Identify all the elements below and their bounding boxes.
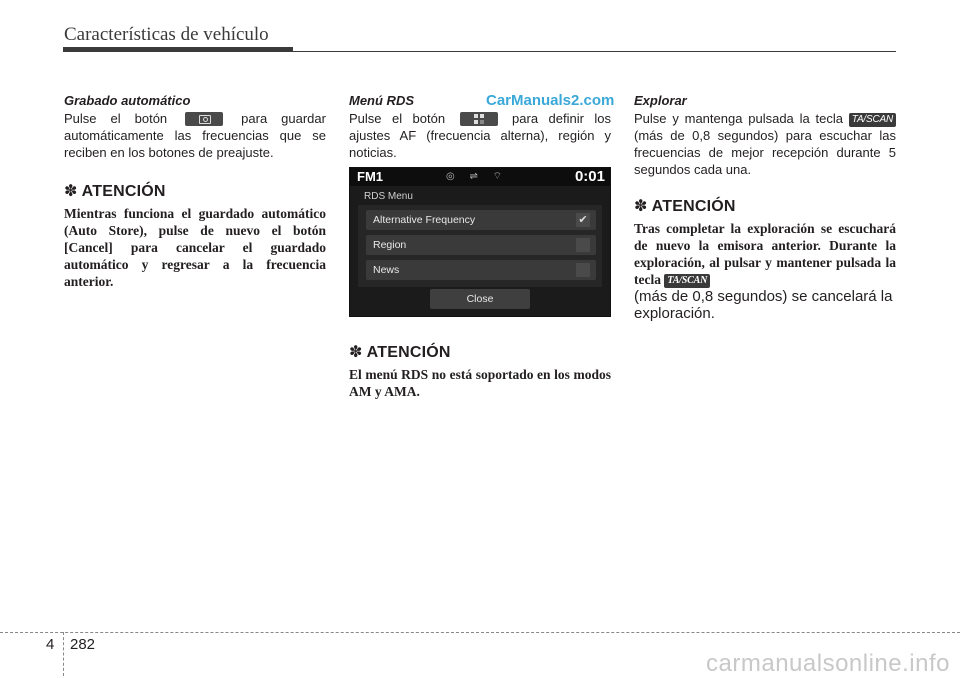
menu-item-news[interactable]: [366, 260, 596, 280]
clock: 0:01: [574, 168, 605, 185]
footer-vertical-divider: [63, 632, 64, 676]
ta-scan-key: TA/SCAN: [849, 113, 896, 127]
camera-icon: [199, 115, 211, 124]
camera-button-icon: [185, 112, 223, 126]
body-text: para definir los ajustes AF (frecuencia alterna), región y noticias.: [349, 111, 611, 160]
attention-tail: (más de 0,8 segundos) se cancelará la exploración.: [634, 288, 893, 322]
column-rds-attention: [349, 342, 611, 400]
section-number: 4: [46, 636, 55, 653]
checkbox[interactable]: [576, 238, 590, 252]
menu-item-alternative-frequency[interactable]: [366, 210, 596, 230]
menu-item-label: Region: [373, 239, 407, 251]
band-label: FM1: [357, 169, 383, 184]
attention-title: ✽ ATENCIÓN: [349, 344, 451, 361]
attention-body: Mientras funciona el guardado automático (Auto Store), pulse de nuevo el botón [Cancel] para cancelar el guardado automático y regresar a la frecuencia anterior.: [64, 206, 326, 289]
page-header-title: Características de vehículo: [64, 24, 269, 45]
attention-body: El menú RDS no está soportado en los modos AM y AMA.: [349, 367, 611, 399]
footer-divider: [0, 632, 960, 633]
section-body: [634, 110, 896, 178]
section-heading: Grabado automático: [64, 93, 191, 108]
section-body: [64, 110, 326, 161]
site-watermark: carmanualsonline.info: [706, 650, 950, 677]
status-icons: ◎ ⇌ ⌔: [446, 171, 509, 182]
page-number: 282: [70, 636, 96, 653]
checkbox[interactable]: [576, 263, 590, 277]
rds-button-icon: [460, 112, 498, 126]
section-body: [349, 110, 611, 161]
section-heading: Menú RDS: [349, 93, 414, 108]
attention-text: Tras completar la exploración se escuchará de nuevo la emisora anterior. Durante la exploración, al pulsar y mantener pulsada la tecla: [634, 221, 896, 287]
column-auto-store: [64, 93, 326, 290]
column-rds-menu: [349, 93, 611, 161]
body-text: (más de 0,8 segundos) para escuchar las frecuencias de mejor recepción durante 5 segundos cada una.: [634, 128, 896, 177]
column-scan: [634, 93, 896, 322]
screen-status-bar: [350, 168, 610, 186]
body-text: Pulse el botón: [349, 111, 446, 126]
header-rule-thin: [63, 51, 896, 52]
menu-panel: [358, 205, 602, 287]
watermark: CarManuals2.com: [486, 92, 615, 109]
rds-menu-screen: [349, 167, 611, 317]
menu-title: RDS Menu: [364, 191, 413, 202]
body-text: Pulse y mantenga pulsada la tecla: [634, 111, 843, 126]
menu-item-region[interactable]: [366, 235, 596, 255]
menu-item-label: Alternative Frequency: [373, 214, 476, 226]
body-text: para guardar automáticamente las frecuencias que se reciben en los botones de preajuste.: [64, 111, 326, 160]
attention-title: ✽ ATENCIÓN: [634, 198, 736, 215]
check-icon[interactable]: ✔: [576, 213, 590, 227]
close-button[interactable]: Close: [430, 289, 530, 309]
attention-body: [634, 220, 896, 288]
menu-item-label: News: [373, 264, 400, 276]
ta-scan-key: TA/SCAN: [664, 274, 710, 288]
grid-icon: [474, 114, 484, 124]
body-text: Pulse el botón: [64, 111, 168, 126]
section-heading: Explorar: [634, 93, 687, 108]
attention-title: ✽ ATENCIÓN: [64, 183, 166, 200]
